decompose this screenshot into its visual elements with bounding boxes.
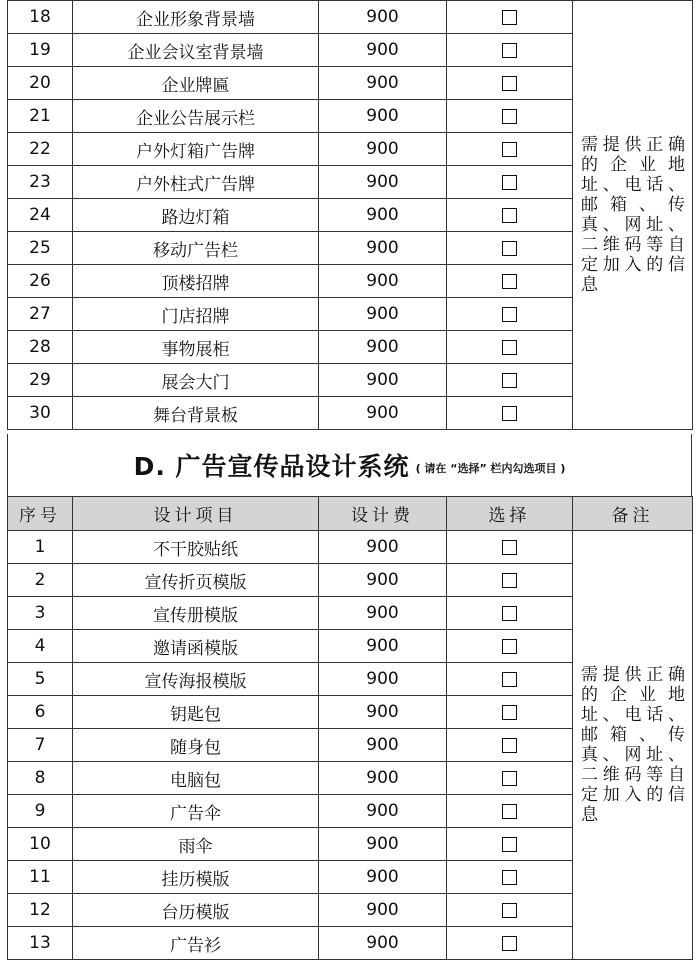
row-fee: 900 (319, 630, 447, 663)
row-number: 8 (8, 762, 73, 795)
upper-table-body (8, 1, 693, 430)
select-checkbox[interactable] (502, 870, 517, 885)
row-select-cell (447, 696, 573, 729)
header-fee: 设计费 (319, 497, 447, 531)
row-select-cell (447, 531, 573, 564)
row-fee: 900 (319, 927, 447, 960)
row-item: 宣传海报模版 (73, 663, 319, 696)
lower-table-body (8, 531, 693, 960)
row-number: 12 (8, 894, 73, 927)
row-select-cell (447, 100, 573, 133)
row-item: 顶楼招牌 (73, 265, 319, 298)
row-item: 企业形象背景墙 (73, 1, 319, 34)
row-number: 21 (8, 100, 73, 133)
remark-note: 需提供正确的企业地址、电话、邮箱、传真、网址、二维码等自定加入的信息 (573, 531, 693, 960)
row-item: 雨伞 (73, 828, 319, 861)
row-number: 22 (8, 133, 73, 166)
select-checkbox[interactable] (502, 406, 517, 421)
table-row (8, 1, 693, 34)
row-select-cell (447, 597, 573, 630)
row-number: 2 (8, 564, 73, 597)
row-number: 3 (8, 597, 73, 630)
select-checkbox[interactable] (502, 43, 517, 58)
select-checkbox[interactable] (502, 142, 517, 157)
header-remark: 备注 (573, 497, 693, 531)
row-fee: 900 (319, 265, 447, 298)
row-item: 不干胶贴纸 (73, 531, 319, 564)
row-select-cell (447, 729, 573, 762)
row-item: 台历模版 (73, 894, 319, 927)
row-item: 企业牌匾 (73, 67, 319, 100)
row-fee: 900 (319, 894, 447, 927)
row-fee: 900 (319, 696, 447, 729)
select-checkbox[interactable] (502, 109, 517, 124)
row-number: 11 (8, 861, 73, 894)
select-checkbox[interactable] (502, 175, 517, 190)
row-fee: 900 (319, 663, 447, 696)
row-fee: 900 (319, 199, 447, 232)
row-select-cell (447, 663, 573, 696)
row-fee: 900 (319, 564, 447, 597)
select-checkbox[interactable] (502, 10, 517, 25)
row-number: 24 (8, 199, 73, 232)
row-fee: 900 (319, 166, 447, 199)
select-checkbox[interactable] (502, 208, 517, 223)
row-fee: 900 (319, 762, 447, 795)
row-fee: 900 (319, 531, 447, 564)
row-item: 宣传折页模版 (73, 564, 319, 597)
row-item: 户外灯箱广告牌 (73, 133, 319, 166)
row-item: 邀请函模版 (73, 630, 319, 663)
row-select-cell (447, 298, 573, 331)
row-fee: 900 (319, 232, 447, 265)
row-select-cell (447, 828, 573, 861)
row-select-cell (447, 199, 573, 232)
row-item: 宣传册模版 (73, 597, 319, 630)
select-checkbox[interactable] (502, 672, 517, 687)
header-item: 设计项目 (73, 497, 319, 531)
row-select-cell (447, 1, 573, 34)
row-number: 13 (8, 927, 73, 960)
select-checkbox[interactable] (502, 76, 517, 91)
select-checkbox[interactable] (502, 606, 517, 621)
header-select: 选择 (447, 497, 573, 531)
row-select-cell (447, 861, 573, 894)
row-select-cell (447, 34, 573, 67)
row-fee: 900 (319, 397, 447, 430)
select-checkbox[interactable] (502, 573, 517, 588)
select-checkbox[interactable] (502, 936, 517, 951)
row-select-cell (447, 762, 573, 795)
row-select-cell (447, 133, 573, 166)
row-fee: 900 (319, 133, 447, 166)
select-checkbox[interactable] (502, 241, 517, 256)
row-number: 30 (8, 397, 73, 430)
header-no: 序号 (8, 497, 73, 531)
row-fee: 900 (319, 298, 447, 331)
row-item: 广告伞 (73, 795, 319, 828)
row-item: 舞台背景板 (73, 397, 319, 430)
row-item: 企业会议室背景墙 (73, 34, 319, 67)
row-select-cell (447, 630, 573, 663)
row-number: 19 (8, 34, 73, 67)
row-item: 广告衫 (73, 927, 319, 960)
row-number: 18 (8, 1, 73, 34)
row-number: 10 (8, 828, 73, 861)
row-select-cell (447, 397, 573, 430)
select-checkbox[interactable] (502, 771, 517, 786)
row-fee: 900 (319, 100, 447, 133)
row-item: 移动广告栏 (73, 232, 319, 265)
select-checkbox[interactable] (502, 837, 517, 852)
select-checkbox[interactable] (502, 274, 517, 289)
row-fee: 900 (319, 597, 447, 630)
select-checkbox[interactable] (502, 903, 517, 918)
row-number: 5 (8, 663, 73, 696)
row-item: 户外柱式广告牌 (73, 166, 319, 199)
select-checkbox[interactable] (502, 705, 517, 720)
row-number: 25 (8, 232, 73, 265)
row-fee: 900 (319, 34, 447, 67)
row-fee: 900 (319, 828, 447, 861)
row-fee: 900 (319, 729, 447, 762)
row-number: 1 (8, 531, 73, 564)
row-select-cell (447, 331, 573, 364)
row-item: 电脑包 (73, 762, 319, 795)
row-select-cell (447, 564, 573, 597)
row-fee: 900 (319, 364, 447, 397)
table-header-row (8, 497, 693, 531)
lower-items-table (7, 496, 693, 960)
row-select-cell (447, 265, 573, 298)
row-item: 展会大门 (73, 364, 319, 397)
row-select-cell (447, 795, 573, 828)
row-number: 7 (8, 729, 73, 762)
row-fee: 900 (319, 331, 447, 364)
row-fee: 900 (319, 67, 447, 100)
select-checkbox[interactable] (502, 540, 517, 555)
row-item: 挂历模版 (73, 861, 319, 894)
row-select-cell (447, 927, 573, 960)
section-subtitle: ( 请在 “选择” 栏内勾选项目 ) (415, 462, 566, 475)
row-select-cell (447, 232, 573, 265)
row-item: 门店招牌 (73, 298, 319, 331)
row-item: 钥匙包 (73, 696, 319, 729)
select-checkbox[interactable] (502, 373, 517, 388)
row-select-cell (447, 67, 573, 100)
select-checkbox[interactable] (502, 340, 517, 355)
row-select-cell (447, 894, 573, 927)
row-item: 企业公告展示栏 (73, 100, 319, 133)
row-number: 6 (8, 696, 73, 729)
remark-note: 需提供正确的企业地址、电话、邮箱、传真、网址、二维码等自定加入的信息 (573, 1, 693, 430)
row-number: 29 (8, 364, 73, 397)
table-row (8, 531, 693, 564)
row-number: 28 (8, 331, 73, 364)
row-select-cell (447, 166, 573, 199)
row-number: 9 (8, 795, 73, 828)
select-checkbox[interactable] (502, 639, 517, 654)
row-fee: 900 (319, 795, 447, 828)
row-number: 26 (8, 265, 73, 298)
select-checkbox[interactable] (502, 307, 517, 322)
section-title: D. 广告宣传品设计系统 (133, 452, 410, 481)
upper-items-table (7, 0, 693, 430)
row-number: 27 (8, 298, 73, 331)
row-number: 4 (8, 630, 73, 663)
row-number: 23 (8, 166, 73, 199)
select-checkbox[interactable] (502, 738, 517, 753)
row-fee: 900 (319, 1, 447, 34)
row-number: 20 (8, 67, 73, 100)
section-d-header (7, 434, 692, 496)
row-item: 路边灯箱 (73, 199, 319, 232)
row-item: 随身包 (73, 729, 319, 762)
select-checkbox[interactable] (502, 804, 517, 819)
row-select-cell (447, 364, 573, 397)
row-fee: 900 (319, 861, 447, 894)
row-item: 事物展柜 (73, 331, 319, 364)
